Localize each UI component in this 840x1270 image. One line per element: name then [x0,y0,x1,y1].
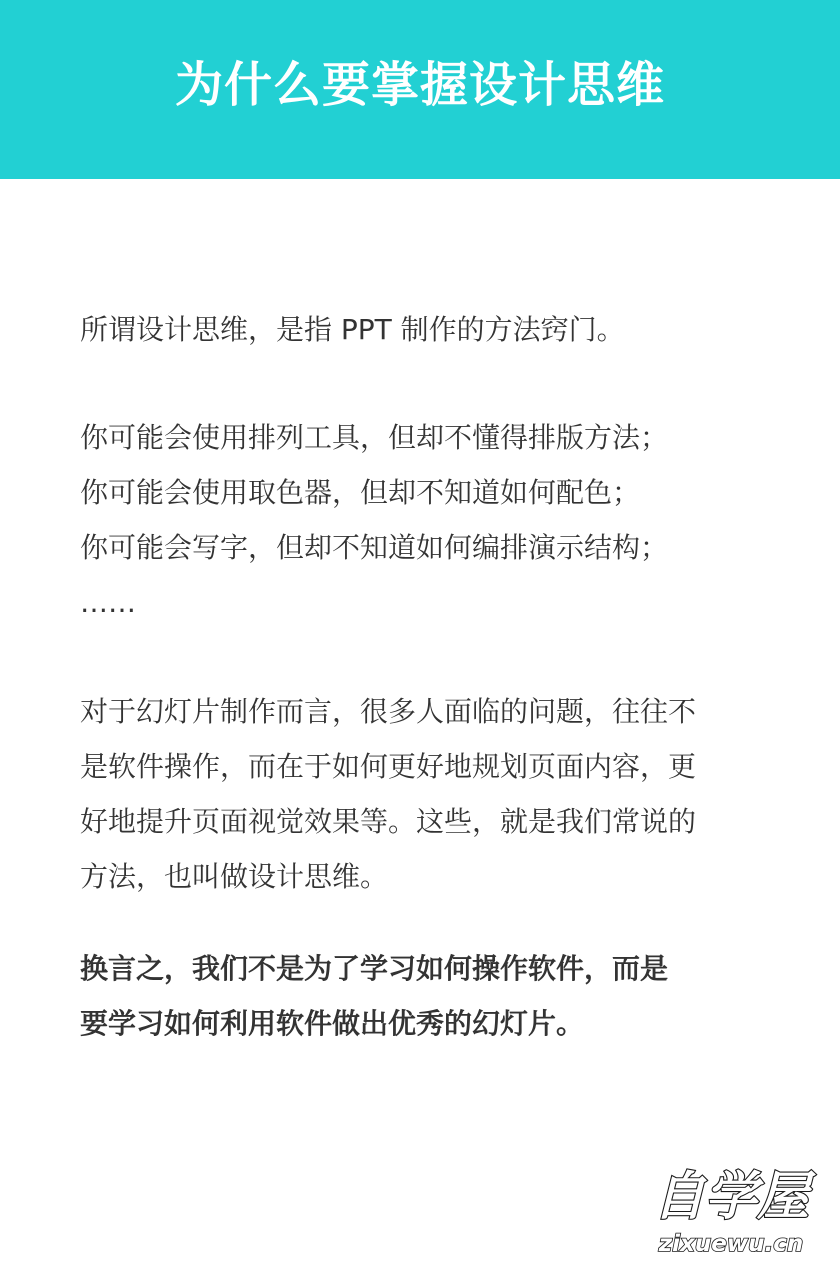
paragraph-line: 要学习如何利用软件做出优秀的幻灯片。 [80,1007,585,1040]
example-line: 你可能会使用取色器，但却不知道如何配色； [80,476,641,509]
examples-list [80,410,770,630]
ellipsis-line: …… [80,586,136,619]
title-banner [0,0,840,179]
paragraph-line: 是软件操作，而在于如何更好地规划页面内容，更 [80,750,697,783]
conclusion-paragraph [80,941,770,1051]
example-line: 你可能会使用排列工具，但却不懂得排版方法； [80,421,669,454]
article-body [80,302,770,1051]
intro-paragraph: 所谓设计思维，是指 PPT 制作的方法窍门。 [80,313,625,346]
page-title: 为什么要掌握设计思维 [174,56,665,113]
example-line: 你可能会写字，但却不知道如何编排演示结构； [80,531,669,564]
paragraph-line: 方法，也叫做设计思维。 [80,860,389,893]
site-watermark-logo [636,1156,826,1264]
paragraph-line: 对于幻灯片制作而言，很多人面临的问题，往往不 [80,695,697,728]
paragraph-line: 换言之，我们不是为了学习如何操作软件，而是 [80,952,669,985]
paragraph-line: 好地提升页面视觉效果等。这些，就是我们常说的 [80,805,697,838]
explanation-paragraph [80,684,770,904]
watermark-logo-text: 自学屋 [652,1167,810,1227]
watermark-url-text: zixuewu.cn [658,1231,804,1257]
